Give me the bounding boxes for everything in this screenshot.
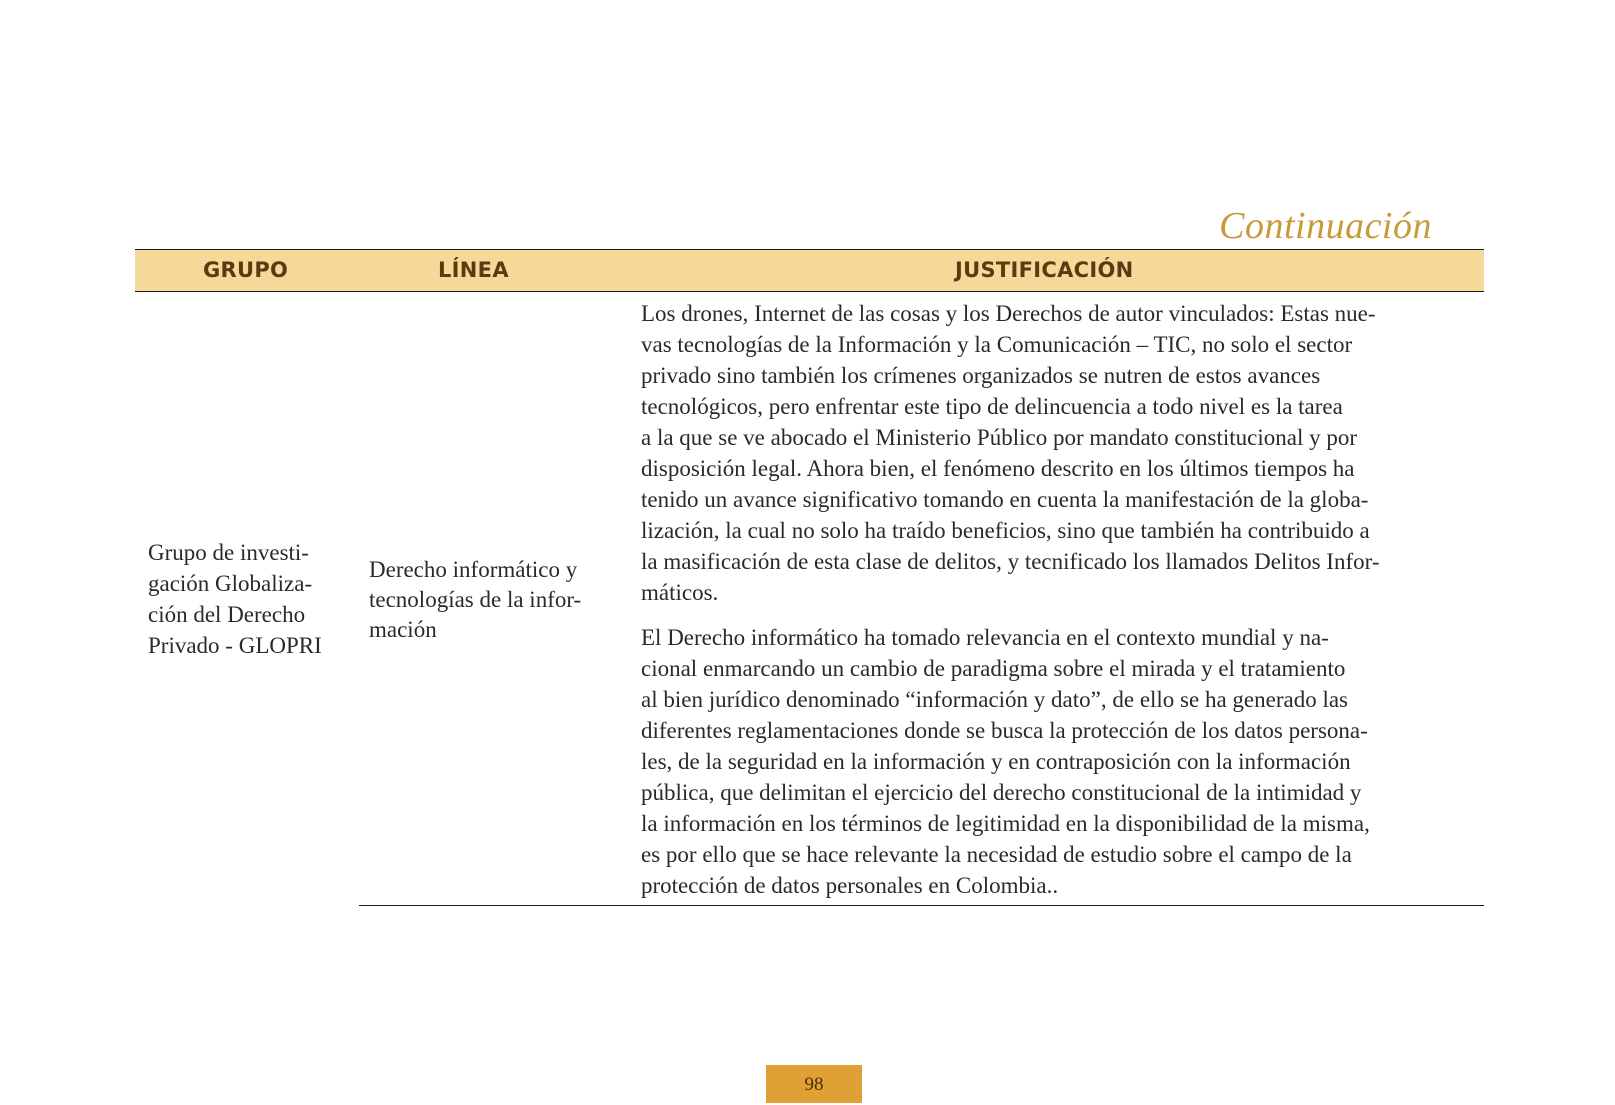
justificacion-paragraph-2: El Derecho informático ha tomado relevancia en el contexto mundial y na- cional enmarcando un cambio de paradigma sobre el mirada y el tratamiento al bien jurídico denominado “información y dato”, de ello se ha generado las diferentes reglamentaciones donde se busca la protección de los datos persona- les, de la seguridad en la información y en contraposición con la información pública, que delimitan el ejercicio del derecho constitucional de la intimidad y la información en los términos de legitimidad en la disponibilidad de la misma, es por ello que se hace relevante la necesidad de estudio sobre el campo de la protección de datos personales en Colombia.. — [641, 625, 1370, 898]
header-justificacion: JUSTIFICACIÓN — [955, 258, 1134, 282]
cell-justificacion — [641, 298, 1476, 901]
continuation-label: Continuación — [1219, 205, 1432, 247]
page-number: 98 — [766, 1065, 862, 1103]
table-header — [135, 250, 1484, 292]
cell-grupo: Grupo de investi- gación Globaliza- ción del Derecho Privado - GLOPRI — [148, 540, 322, 658]
header-grupo: GRUPO — [203, 258, 289, 282]
header-linea: LÍNEA — [438, 258, 509, 282]
table-bottom-rule — [359, 905, 1484, 906]
justificacion-paragraph-1: Los drones, Internet de las cosas y los Derechos de autor vinculados: Estas nue- vas tecnologías de la Información y la Comunicación – TIC, no solo el sector privado sino también los crímenes organizados se nutren de estos avances tecnológicos, pero enfrentar este tipo de delincuencia a todo nivel es la tarea a la que se ve abocado el Ministerio Público por mandato constitucional y por disposición legal. Ahora bien, el fenómeno descrito en los últimos tiempos ha tenido un avance significativo tomando en cuenta la manifestación de la globa- lización, la cual no solo ha traído beneficios, sino que también ha contribuido a la masificación de esta clase de delitos, y tecnificado los llamados Delitos Infor- máticos. — [641, 301, 1380, 605]
cell-linea: Derecho informático y tecnologías de la infor- mación — [369, 557, 582, 642]
